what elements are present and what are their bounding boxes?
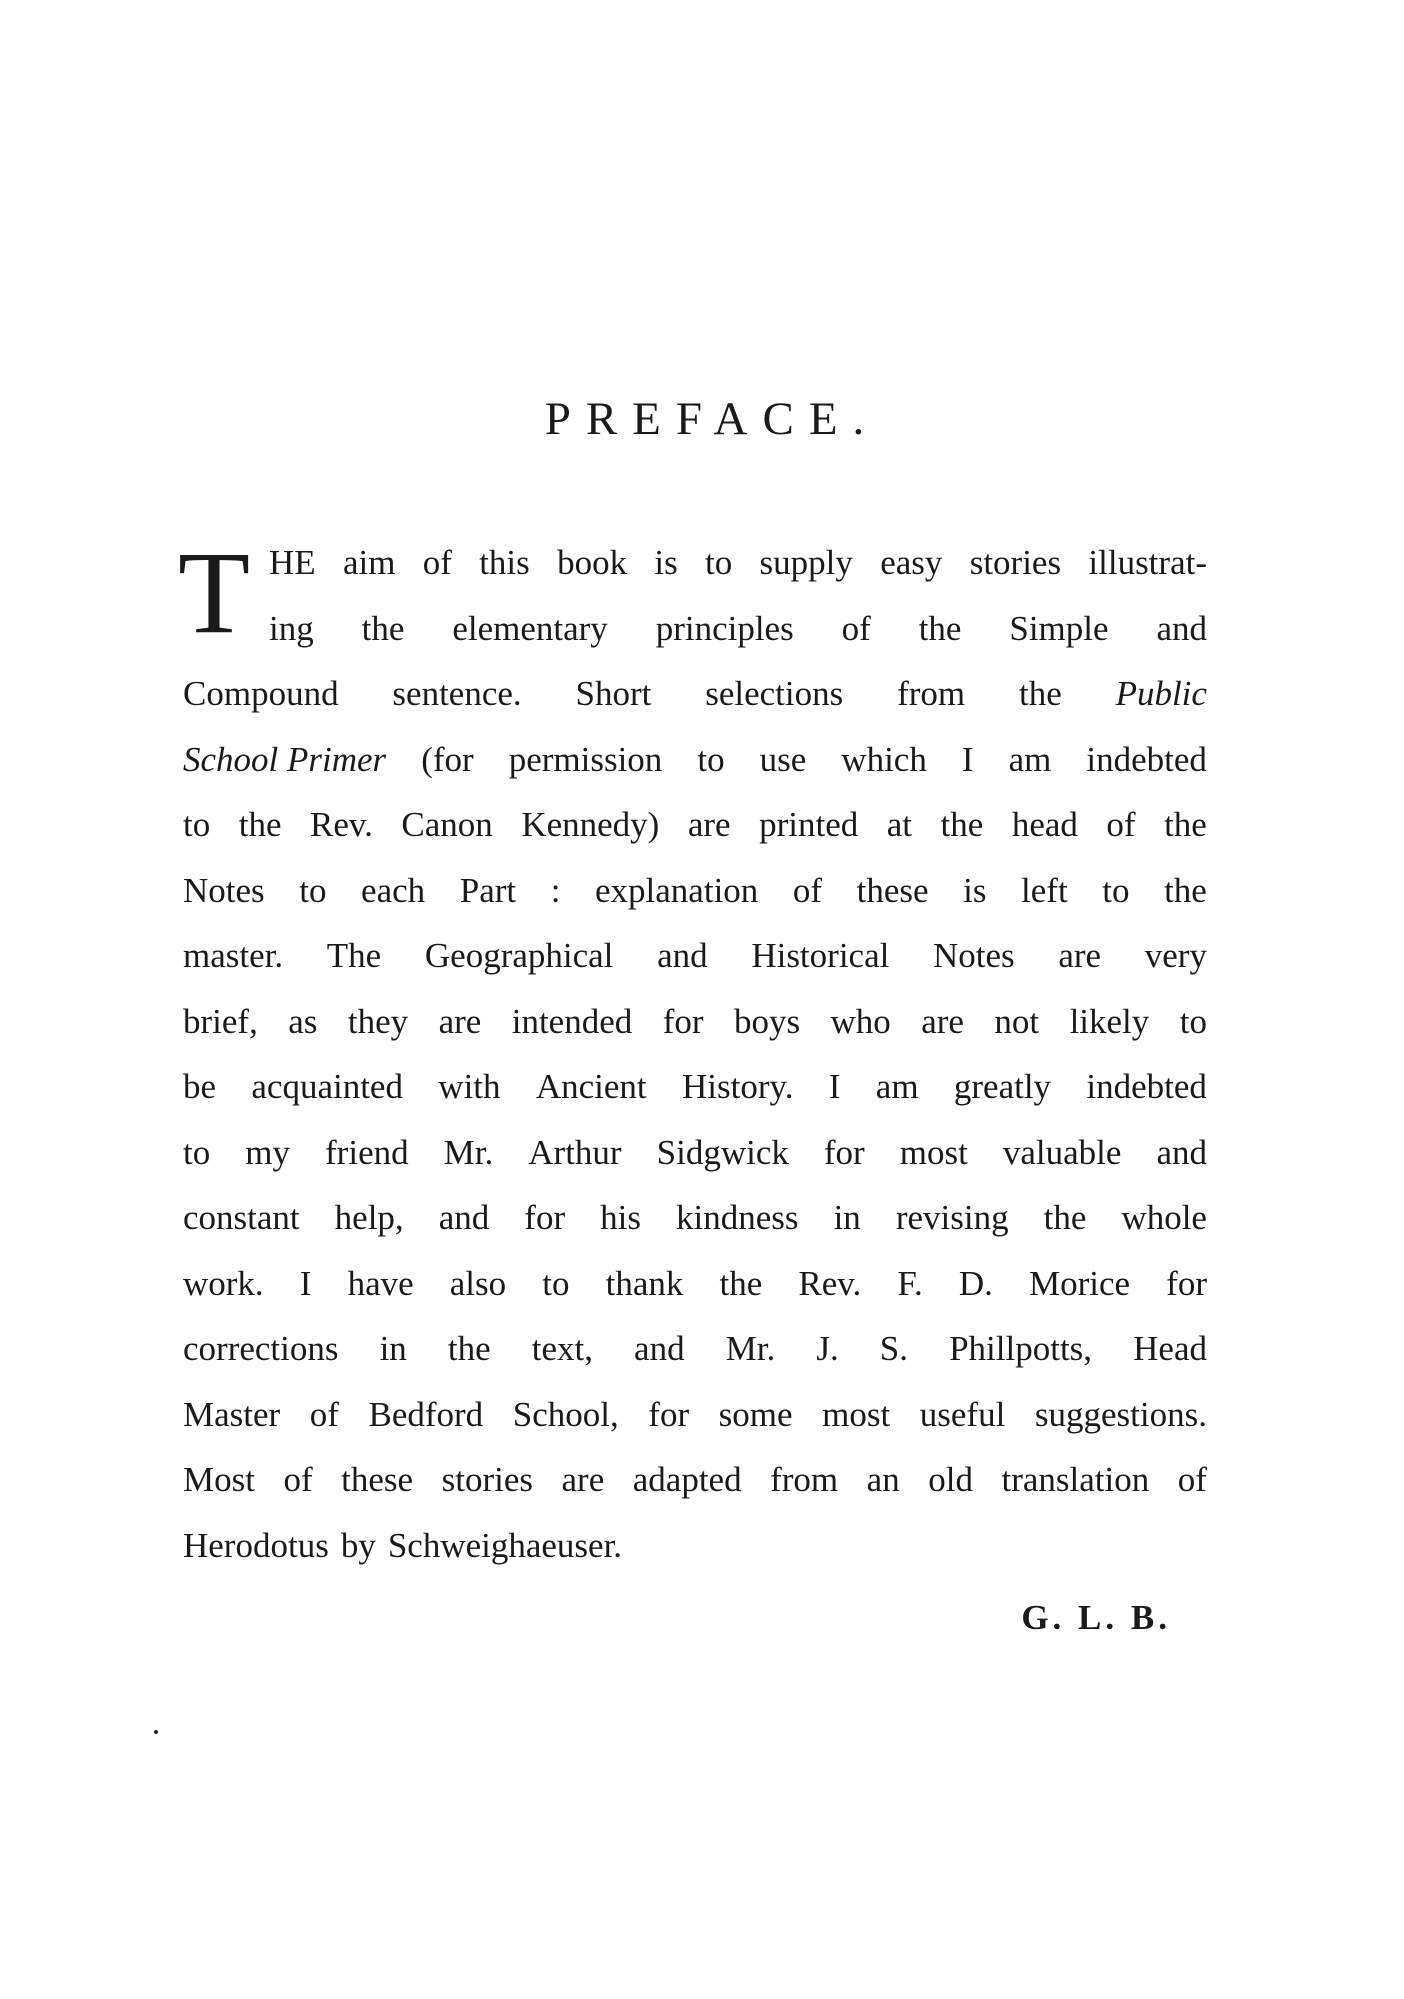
word: of <box>1106 805 1136 844</box>
word: F. <box>897 1263 923 1303</box>
word: to <box>542 1263 570 1303</box>
word: Notes <box>183 870 265 910</box>
text-line <box>183 727 1207 793</box>
word: permission <box>508 739 663 779</box>
word: sentence. <box>392 674 522 713</box>
word: they <box>347 1001 409 1041</box>
word: Compound <box>183 674 339 713</box>
word: of <box>422 543 452 582</box>
word: to <box>1179 1001 1207 1041</box>
word: to <box>183 805 211 844</box>
word: of <box>283 1460 313 1499</box>
word: Mr. <box>443 1132 494 1172</box>
word: printed <box>759 805 859 844</box>
word: from <box>897 674 966 713</box>
word: Master <box>183 1394 281 1434</box>
word: Simple <box>1009 608 1109 648</box>
word: most <box>899 1132 968 1172</box>
signature-initials: G. L. B. <box>1021 1598 1171 1637</box>
word: School, <box>512 1394 619 1434</box>
word: Rev. <box>310 805 373 844</box>
word: whole <box>1121 1198 1207 1237</box>
word: book <box>557 543 628 582</box>
word: the <box>940 805 984 844</box>
word: Phillpotts, <box>949 1329 1093 1368</box>
word: thank <box>605 1263 684 1303</box>
word: and <box>438 1198 490 1237</box>
word: by <box>340 1525 376 1565</box>
word: (for <box>421 739 474 779</box>
word: very <box>1144 936 1207 975</box>
word: for <box>1166 1263 1207 1303</box>
word: D. <box>958 1263 993 1303</box>
word: illustrat- <box>1088 543 1207 582</box>
word: master. <box>183 936 284 975</box>
word: an <box>866 1460 900 1499</box>
word: Most <box>183 1460 255 1499</box>
word: selections <box>705 674 844 713</box>
word: revising <box>895 1198 1009 1237</box>
word: are <box>438 1001 482 1041</box>
preface-body <box>178 527 1207 1578</box>
word: Historical <box>751 936 890 975</box>
word: who <box>830 1001 891 1041</box>
word: is <box>963 870 987 910</box>
word: are <box>687 805 731 844</box>
word: from <box>770 1460 839 1499</box>
word: stories <box>441 1460 533 1499</box>
text-line <box>183 923 1207 989</box>
italic-title: School Primer <box>183 739 387 779</box>
word: these <box>341 1460 414 1499</box>
word: : <box>550 870 561 910</box>
word: suggestions. <box>1034 1394 1207 1434</box>
print-speck <box>154 1730 158 1734</box>
word: acquainted <box>251 1067 403 1106</box>
word: useful <box>919 1394 1006 1434</box>
word: Morice <box>1028 1263 1131 1303</box>
word: Geographical <box>424 936 614 975</box>
text-line <box>183 1054 1207 1120</box>
word: are <box>1058 936 1102 975</box>
text-line <box>183 1120 1207 1186</box>
word: the <box>238 805 282 844</box>
text-line <box>183 530 1207 596</box>
word: is <box>654 543 678 582</box>
word: ing <box>269 608 314 648</box>
word: J. <box>816 1329 839 1368</box>
text-line <box>183 1513 1207 1579</box>
word: left <box>1021 870 1068 910</box>
word: friend <box>325 1132 409 1172</box>
word: boys <box>733 1001 801 1041</box>
word: Rev. <box>798 1263 862 1303</box>
word: most <box>822 1394 891 1434</box>
word: likely <box>1069 1001 1150 1041</box>
text-line <box>183 661 1207 727</box>
text-line <box>183 858 1207 924</box>
drop-cap: T <box>178 527 251 658</box>
word: to <box>1102 870 1130 910</box>
word: head <box>1011 805 1078 844</box>
word: the <box>1018 674 1062 713</box>
word: help, <box>334 1198 404 1237</box>
word: the <box>447 1329 491 1368</box>
text-line <box>183 1316 1207 1382</box>
word: the <box>918 608 962 648</box>
word: and <box>634 1329 685 1368</box>
word: also <box>449 1263 507 1303</box>
word: and <box>1156 608 1207 648</box>
word: Head <box>1133 1329 1207 1368</box>
word: to <box>697 739 725 779</box>
word: supply <box>759 543 853 582</box>
word: to <box>183 1132 211 1172</box>
word: indebted <box>1086 1067 1207 1106</box>
word: old <box>928 1460 973 1499</box>
word: which <box>841 739 927 779</box>
word: Notes <box>933 936 1015 975</box>
word: History. <box>681 1067 794 1106</box>
word: adapted <box>632 1460 742 1499</box>
word: my <box>245 1132 290 1172</box>
word: are <box>561 1460 605 1499</box>
word: his <box>600 1198 641 1237</box>
word: with <box>438 1067 501 1106</box>
word: S. <box>879 1329 909 1368</box>
word: HE <box>269 543 316 582</box>
text-line <box>183 1382 1207 1448</box>
word: at <box>886 805 913 844</box>
word: stories <box>969 543 1062 582</box>
page-title: PREFACE. <box>544 393 880 445</box>
word: Part <box>459 870 517 910</box>
word: valuable <box>1002 1132 1122 1172</box>
word: use <box>759 739 807 779</box>
word: intended <box>511 1001 633 1041</box>
word: indebted <box>1086 739 1207 779</box>
word: constant <box>183 1198 300 1237</box>
word: work. <box>183 1263 264 1303</box>
word: Herodotus <box>183 1525 329 1565</box>
word: these <box>856 870 929 910</box>
text-line <box>183 1447 1207 1513</box>
word: are <box>921 1001 964 1041</box>
text-line <box>183 596 1207 662</box>
word: Short <box>575 674 652 713</box>
word: Arthur <box>528 1132 622 1172</box>
text-line <box>183 989 1207 1055</box>
word: corrections <box>183 1329 339 1368</box>
text-line <box>183 1251 1207 1317</box>
word: I <box>299 1263 312 1303</box>
word: each <box>361 870 426 910</box>
word: elementary <box>452 608 608 648</box>
word: Mr. <box>725 1329 776 1368</box>
word: Sidgwick <box>656 1132 789 1172</box>
word: I <box>828 1067 841 1106</box>
word: the <box>1164 805 1207 844</box>
word: for <box>823 1132 865 1172</box>
word: the <box>719 1263 763 1303</box>
word: for <box>648 1394 690 1434</box>
word: explanation <box>595 870 759 910</box>
word: Kennedy) <box>521 805 660 844</box>
word: kindness <box>676 1198 799 1237</box>
word: be <box>183 1067 217 1106</box>
word: in <box>379 1329 407 1368</box>
word: as <box>288 1001 318 1041</box>
word: in <box>833 1198 861 1237</box>
word: and <box>657 936 708 975</box>
word: to <box>705 543 733 582</box>
word: Schweighaeuser. <box>387 1525 623 1565</box>
word: for <box>524 1198 566 1237</box>
word: the <box>361 608 405 648</box>
word: of <box>792 870 823 910</box>
word: translation <box>1001 1460 1150 1499</box>
word: text, <box>531 1329 593 1368</box>
word: Bedford <box>368 1394 484 1434</box>
word: brief, <box>183 1001 258 1041</box>
word: and <box>1156 1132 1207 1172</box>
word: am <box>1008 739 1052 779</box>
word: The <box>326 936 382 975</box>
italic-title: Public <box>1115 674 1207 713</box>
word: not <box>994 1001 1040 1041</box>
word: easy <box>880 543 943 582</box>
text-line <box>183 1185 1207 1251</box>
word: principles <box>655 608 794 648</box>
word: am <box>875 1067 919 1106</box>
word: Canon <box>401 805 493 844</box>
word: I <box>961 739 974 779</box>
word: Ancient <box>535 1067 647 1106</box>
word: this <box>479 543 530 582</box>
word: aim <box>342 543 396 582</box>
text-line <box>183 792 1207 858</box>
word: for <box>662 1001 704 1041</box>
word: have <box>347 1263 414 1303</box>
word: the <box>1164 870 1207 910</box>
word: of <box>309 1394 339 1434</box>
word: of <box>841 608 871 648</box>
word: some <box>718 1394 793 1434</box>
word: to <box>299 870 327 910</box>
word: of <box>1177 1460 1207 1499</box>
word: the <box>1043 1198 1087 1237</box>
word: greatly <box>953 1067 1052 1106</box>
